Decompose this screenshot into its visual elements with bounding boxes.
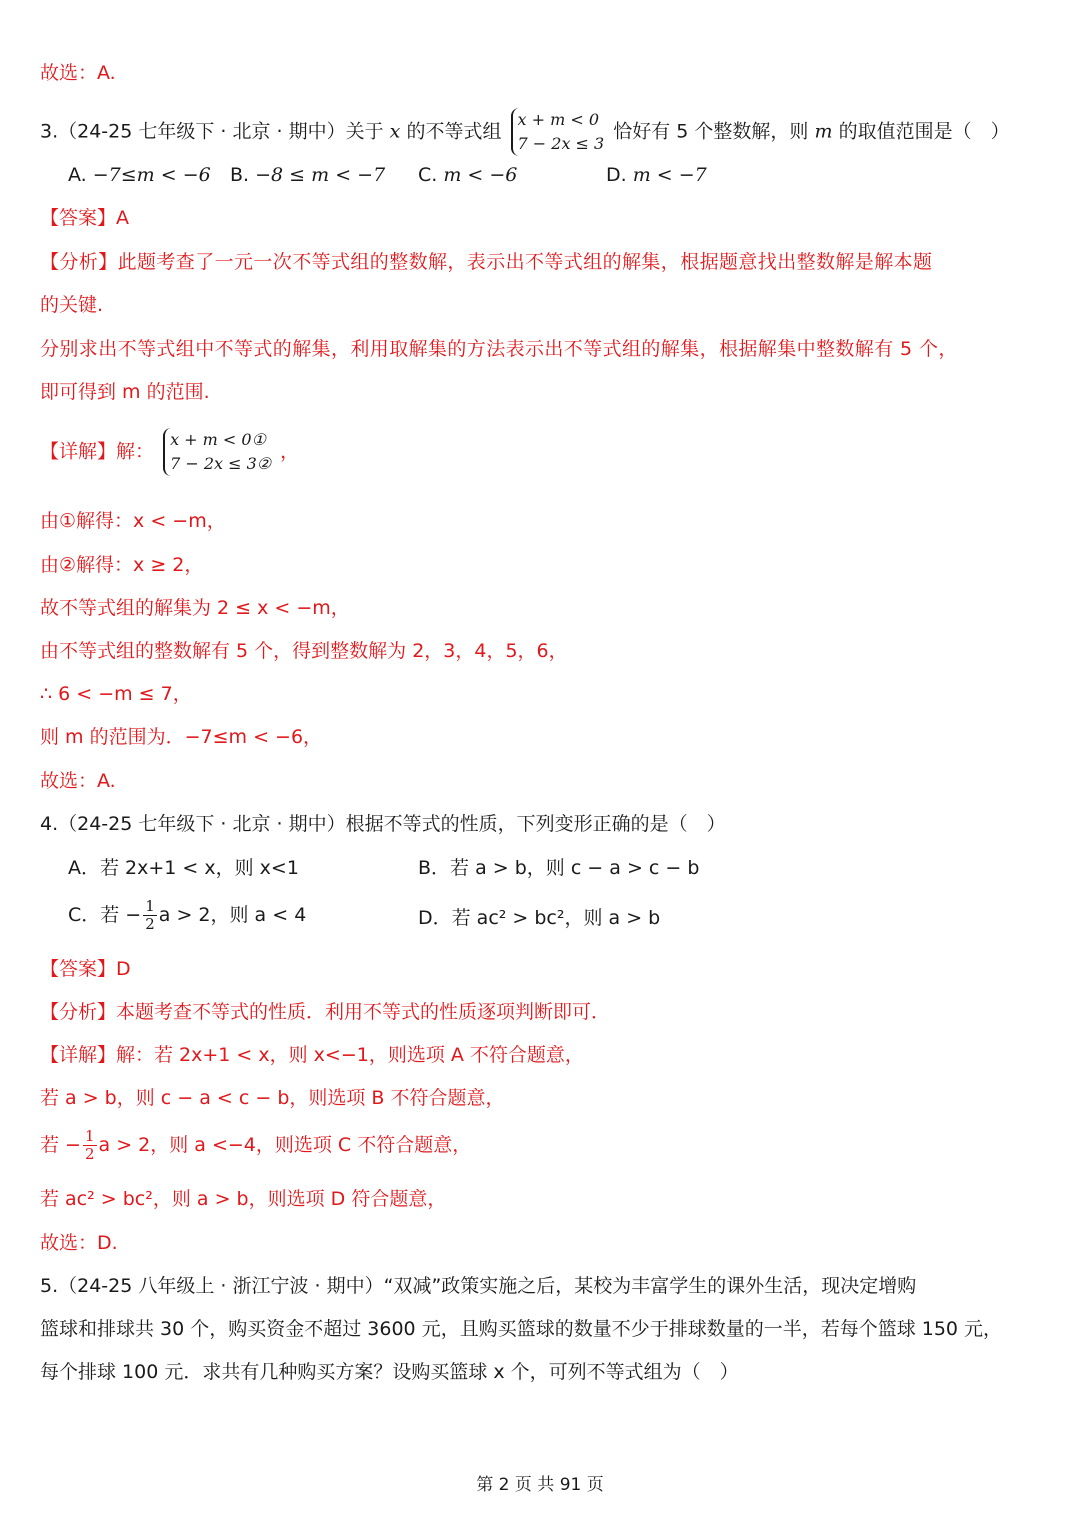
q4-option-c xyxy=(68,898,306,933)
q3-analysis-line-4: 即可得到 m 的范围. xyxy=(40,381,210,403)
question-5-line-2: 篮球和排球共 30 个，购买资金不超过 3600 元，且购买篮球的数量不少于排球数量的一半，若每个篮球 150 元， xyxy=(40,1318,1003,1340)
q4-option-c-suffix: a > 2，则 a < 4 xyxy=(158,904,307,926)
q3-inequality-system xyxy=(511,108,605,156)
q3-conclusion: 故选：A. xyxy=(40,770,116,792)
q4-option-c-numerator: 1 xyxy=(145,897,155,915)
q3-option-d xyxy=(606,162,707,188)
q4-detail-2: 若 a > b，则 c − a < c − b，则选项 B 不符合题意， xyxy=(40,1087,505,1109)
q3-step-5: ∴ 6 < −m ≤ 7， xyxy=(40,683,192,705)
q3-step-1: 由①解得：x < −m， xyxy=(40,510,226,532)
q3-stem-prefix: 3.（24-25 七年级下 · 北京 · 期中）关于 xyxy=(40,120,384,143)
q3-var: x xyxy=(389,120,401,143)
q3-option-c-text: m < −6 xyxy=(443,164,518,186)
q3-analysis-line-1: 【分析】此题考查了一元一次不等式组的整数解，表示出不等式组的解集，根据题意找出整数解是解本题 xyxy=(40,251,933,273)
q3-detail-sys-1: x + m < 0① xyxy=(170,430,266,449)
q4-detail-3-denominator: 2 xyxy=(84,1145,95,1163)
q3-stem-suffix: 恰好有 5 个整数解，则 xyxy=(613,120,809,143)
q3-sys-line-2: 7 − 2x ≤ 3 xyxy=(517,134,605,153)
q4-detail-4: 若 ac² > bc²，则 a > b，则选项 D 符合题意， xyxy=(40,1188,447,1210)
q3-detail-prefix: 【详解】解： xyxy=(40,440,155,463)
q3-option-c xyxy=(418,162,517,188)
q4-detail-3 xyxy=(40,1128,471,1163)
previous-conclusion: 故选：A. xyxy=(40,62,116,84)
q4-detail-3-fraction xyxy=(83,1128,97,1163)
q3-detail-comma: ， xyxy=(280,440,300,463)
q4-detail-3-suffix: a > 2，则 a <−4，则选项 C 不符合题意， xyxy=(98,1134,472,1156)
question-3-stem xyxy=(40,108,1010,156)
page-number-footer: 第 2 页 共 91 页 xyxy=(476,1475,604,1495)
q3-sys-line-1: x + m < 0 xyxy=(517,110,600,129)
q4-option-d: D．若 ac² > bc²，则 a > b xyxy=(418,907,661,929)
q3-option-d-text: m < −7 xyxy=(632,164,707,186)
q4-answer: 【答案】D xyxy=(40,958,131,980)
q3-option-c-label: C. xyxy=(418,164,438,186)
question-4-stem: 4.（24-25 七年级下 · 北京 · 期中）根据不等式的性质，下列变形正确的是（ ） xyxy=(40,813,726,835)
q3-option-b-label: B. xyxy=(230,164,250,186)
question-5-line-3: 每个排球 100 元．求共有几种购买方案？设购买篮球 x 个，可列不等式组为（ ） xyxy=(40,1361,739,1383)
q4-analysis: 【分析】本题考查不等式的性质．利用不等式的性质逐项判断即可． xyxy=(40,1001,611,1023)
question-5-line-1: 5.（24-25 八年级上 · 浙江宁波 · 期中）“双减”政策实施之后，某校为丰富学生的课外生活，现决定增购 xyxy=(40,1275,917,1297)
q3-step-4: 由不等式组的整数解有 5 个，得到整数解为 2，3，4，5，6， xyxy=(40,640,568,662)
q4-option-c-fraction xyxy=(143,898,157,933)
q3-detail-sys-2: 7 − 2x ≤ 3② xyxy=(170,454,272,473)
q3-step-6: 则 m 的范围为．−7≤m < −6， xyxy=(40,726,323,748)
q3-option-d-label: D. xyxy=(606,164,627,186)
q3-step-3: 故不等式组的解集为 2 ≤ x < −m， xyxy=(40,597,350,619)
q3-detail-system xyxy=(163,428,271,476)
q4-option-b: B．若 a > b，则 c − a > c − b xyxy=(418,857,700,879)
q3-var2: m xyxy=(814,120,833,143)
q3-option-b xyxy=(230,162,385,188)
q3-step-2: 由②解得：x ≥ 2， xyxy=(40,554,204,576)
q3-stem-mid: 的不等式组 xyxy=(406,120,502,143)
q3-option-a xyxy=(68,162,211,188)
q3-option-a-label: A. xyxy=(68,164,87,186)
q4-detail-3-prefix: 若 − xyxy=(40,1134,81,1156)
q4-option-c-prefix: C．若 − xyxy=(68,904,142,926)
q3-stem-end: 的取值范围是（ ） xyxy=(838,120,1010,143)
q3-analysis-line-2: 的关键. xyxy=(40,294,104,316)
q4-detail-1: 【详解】解：若 2x+1 < x，则 x<−1，则选项 A 不符合题意， xyxy=(40,1044,584,1066)
q3-detail-header xyxy=(40,428,299,476)
q3-option-b-text: −8 ≤ m < −7 xyxy=(255,164,386,186)
q4-option-a: A．若 2x+1 < x，则 x<1 xyxy=(68,857,299,879)
q4-detail-3-numerator: 1 xyxy=(84,1127,95,1145)
q3-analysis-line-3: 分别求出不等式组中不等式的解集，利用取解集的方法表示出不等式组的解集，根据解集中整数解有 5 个， xyxy=(40,338,958,360)
q4-conclusion: 故选：D. xyxy=(40,1232,118,1254)
q4-option-c-denominator: 2 xyxy=(145,915,155,933)
q3-option-a-text: −7≤m < −6 xyxy=(92,164,211,186)
q3-answer: 【答案】A xyxy=(40,207,129,229)
